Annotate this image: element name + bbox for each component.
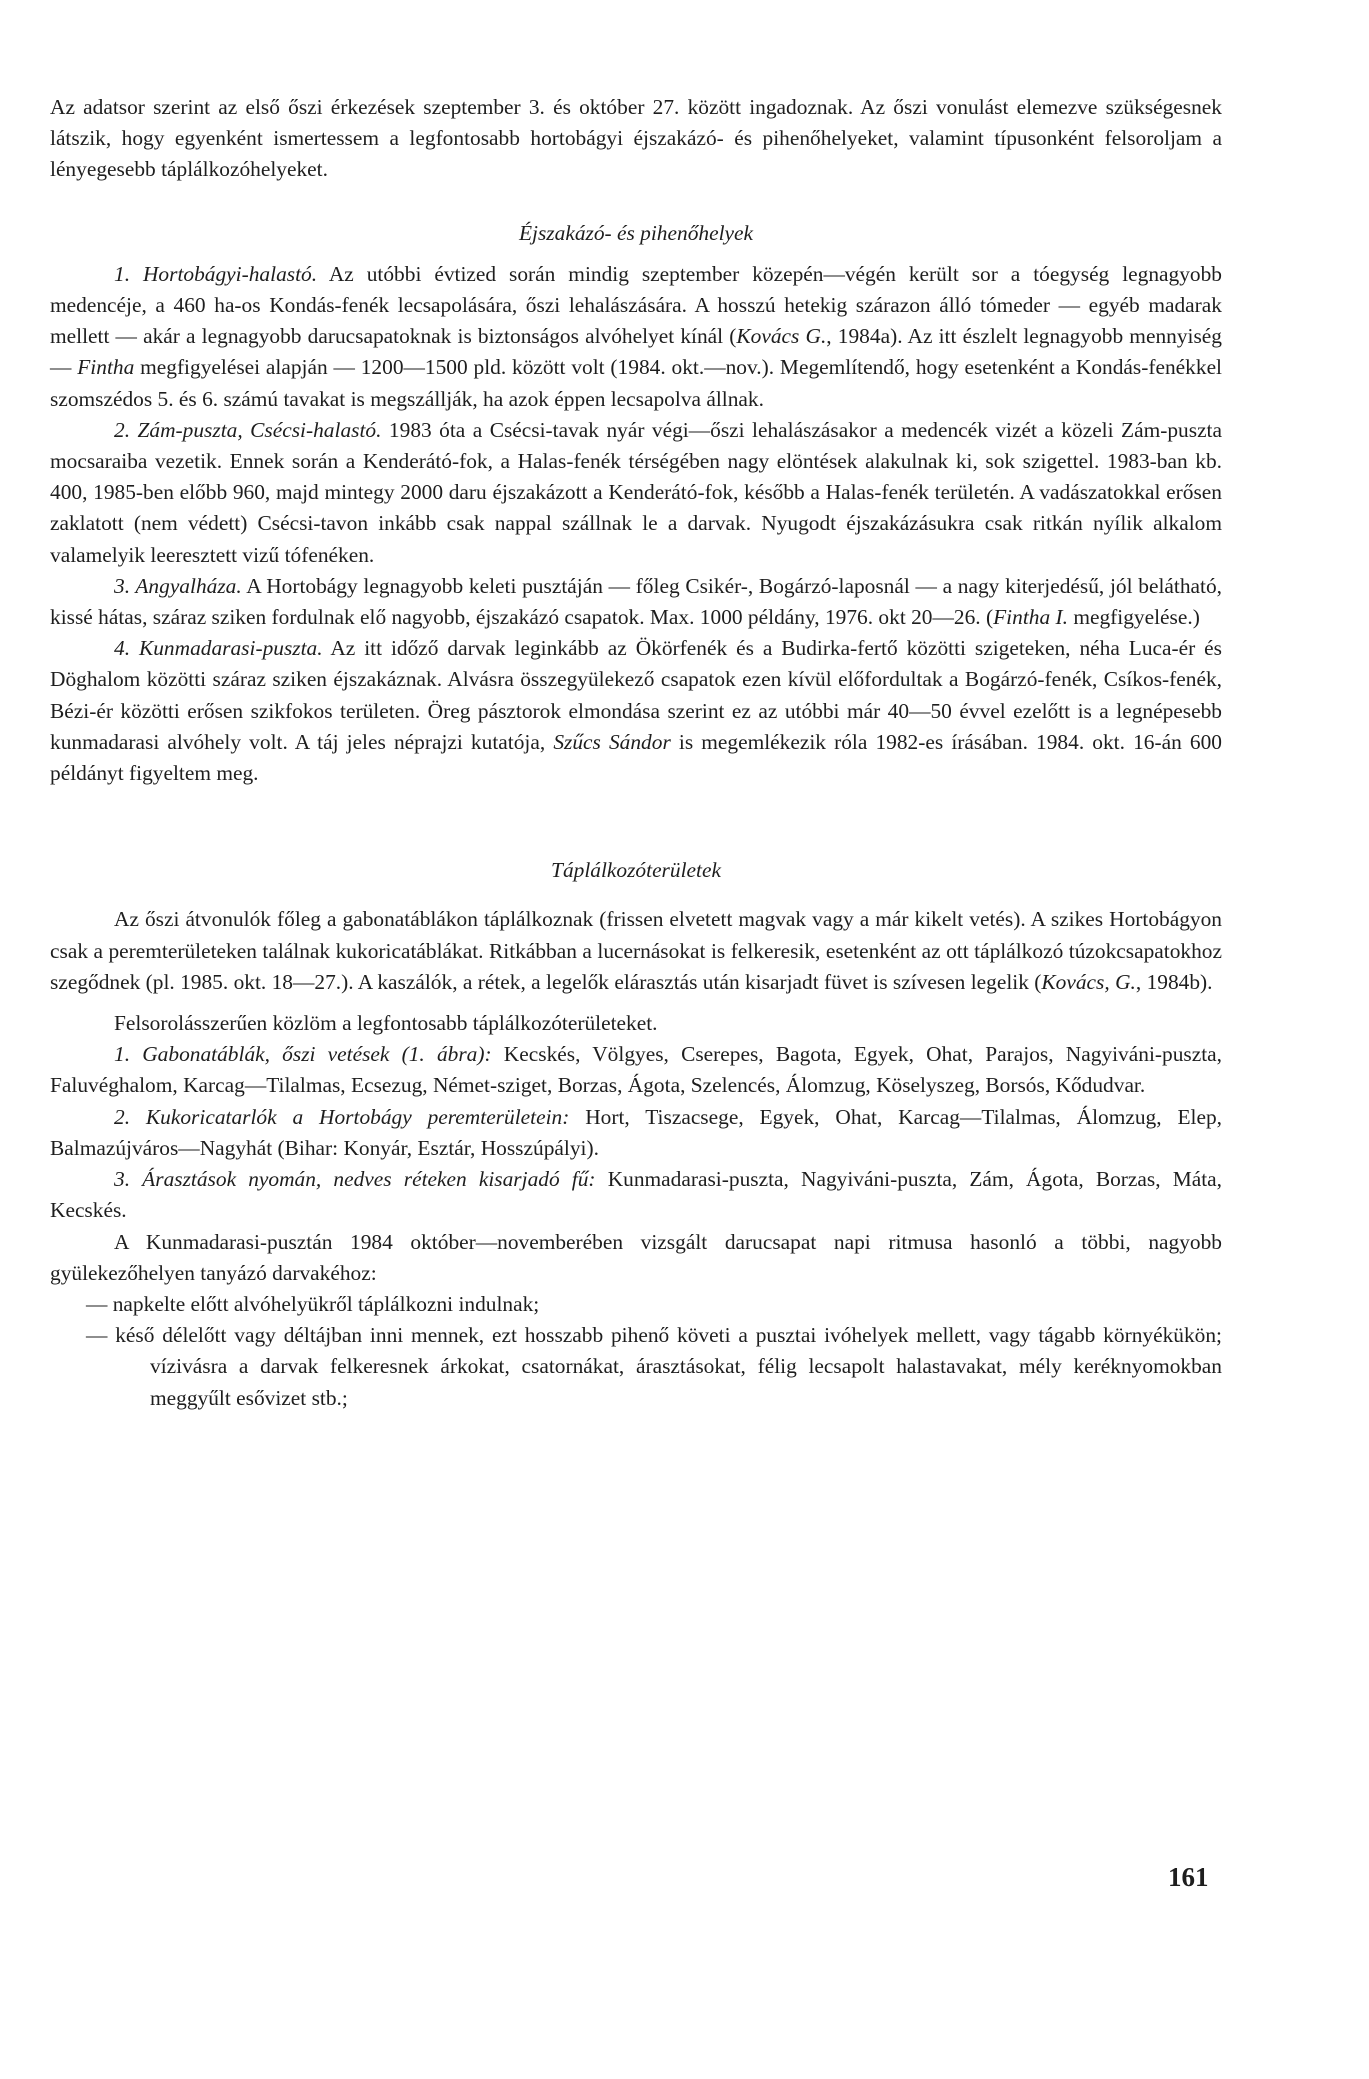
- citation: Szűcs Sándor: [553, 729, 671, 754]
- rhythm-item-2: — késő délelőtt vagy déltájban inni mennek, ezt hosszabb pihenő követi a pusztai ivóhelyek mellett, vagy tágabb környékükön; vízivásra a darvak felkeresnek árkokat, csatornákat, árasztásokat, félig lecsapolt halastavakat, mély keréknyomokban meggyűlt esővizet stb.;: [86, 1323, 1222, 1410]
- site-text: megfigyelése.): [1067, 605, 1200, 630]
- feeding-item-label: 2. Kukoricatarlók a Hortobágy peremterületein:: [114, 1104, 570, 1129]
- feeding-item-text: Hort, Tiszacsege, Egyek, Ohat, Karcag—Tilalmas, Álomzug, Elep, Balmazújváros—Nagyhát (Bihar: Konyár, Esztár, Hosszúpályi).: [50, 1104, 1222, 1160]
- section-heading-roosting-sites: Éjszakázó- és pihenőhelyek: [518, 220, 754, 245]
- citation: Fintha: [77, 355, 135, 380]
- feeding-item-label: 3. Árasztások nyomán, nedves réteken kisarjadó fű:: [114, 1167, 596, 1192]
- site-text: Az utóbbi évtized során mindig szeptember közepén—végén került sor a tóegység legnagyobb medencéje, a 460 ha-os Kondás-fenék lecsapolására, őszi lehalászására. A hosszú hetekig szárazon álló tómeder — egyéb madarak mellett — akár a legnagyobb darucsapatoknak is biztonságos alvóhelyet kínál (: [50, 261, 1222, 349]
- site-title: 2. Zám-puszta, Csécsi-halastó.: [114, 417, 382, 442]
- site-title: 1. Hortobágyi-halastó.: [114, 261, 318, 286]
- feeding-paragraph: [50, 904, 1222, 998]
- feeding-item-text: Kunmadarasi-puszta, Nagyiváni-puszta, Zám, Ágota, Borzas, Máta, Kecskés.: [50, 1167, 1223, 1223]
- citation: Kovács G.: [736, 324, 827, 349]
- feeding-item-2: [50, 1102, 1222, 1164]
- daily-rhythm-intro: A Kunmadarasi-pusztán 1984 október—novemberében vizsgált darucsapat napi ritmusa hasonló a többi, nagyobb gyülekezőhelyen tanyázó darvakéhoz:: [50, 1229, 1222, 1285]
- site-2-paragraph: [50, 415, 1222, 571]
- site-4-paragraph: [50, 633, 1222, 789]
- site-text: Az itt időző darvak leginkább az Ökörfenék és a Budirka-fertő közötti szigeteken, néha Luca-ér és Döghalom közötti száraz sziken éjszakáznak. Alvásra összegyülekező csapatok ezen kívül előfordultak a Bogárzó-fenék, Csíkos-fenék, Bézi-ér közötti erősen szikfokos területen. Öreg pásztorok elmondása szerint ez az utóbbi már 40—50 évvel ezelőtt is a legnépesebb kunmadarasi alvóhely volt. A táj jeles néprajzi kutatója,: [50, 636, 1222, 754]
- feeding-text: , 1984b).: [1135, 969, 1213, 994]
- site-text: megfigyelései alapján — 1200—1500 pld. között volt (1984. okt.—nov.). Megemlítendő, hogy esetenként a Kondás-fenékkel szomszédos 5. és 6. számú tavakat is megszállják, ha azok éppen lecsapolva állnak.: [50, 355, 1223, 411]
- feeding-item-label: 1. Gabonatáblák, őszi vetések (1. ábra):: [114, 1042, 492, 1067]
- section-heading-feeding-areas: Táplálkozóterületek: [551, 858, 721, 883]
- feeding-text: Az őszi átvonulók főleg a gabonatáblákon táplálkoznak (frissen elvetett magvak vagy a már kikelt vetés). A szikes Hortobágyon csak a peremterületeken találnak kukoricatáblákat. Ritkábban a lucernásokat is felkeresik, esetenként az ott táplálkozó túzokcsapatokhoz szegődnek (pl. 1985. okt. 18—27.). A kaszálók, a rétek, a legelők elárasztás után kisarjadt füvet is szívesen legelik (: [50, 907, 1222, 994]
- intro-paragraph: Az adatsor szerint az első őszi érkezések szeptember 3. és október 27. között ingadoznak. Az őszi vonulást elemezve szükségesnek látszik, hogy egyenként ismertessem a legfontosabb hortobágyi éjszakázó- és pihenőhelyeket, valamint típusonként felsoroljam a lényegesebb táplálkozóhelyeket.: [50, 95, 1222, 182]
- feeding-list-intro: Felsorolásszerűen közlöm a legfontosabb táplálkozóterületeket.: [114, 1011, 658, 1036]
- page-body: [50, 92, 1222, 1414]
- site-title: 3. Angyalháza.: [114, 573, 242, 598]
- feeding-item-1: [50, 1039, 1222, 1101]
- site-title: 4. Kunmadarasi-puszta.: [114, 636, 323, 661]
- site-text: 1983 óta a Csécsi-tavak nyár végi—őszi lehalászásakor a medencék vizét a közeli Zám-puszta mocsaraiba vezetik. Ennek során a Kenderátó-fok, a Halas-fenék térségében nagy elöntések alakulnak ki, sok szigettel. 1983-ban kb. 400, 1985-ben előbb 960, majd mintegy 2000 daru éjszakázott a Kenderátó-fok, később a Halas-fenék területén. A vadászatokkal erősen zaklatott (nem védett) Csécsi-tavon inkább csak nappal szállnak le a darvak. Nyugodt éjszakázásukra csak ritkán nyílik alkalom valamelyik leeresztett vizű tófenéken.: [50, 417, 1222, 567]
- citation: Fintha I.: [993, 605, 1068, 630]
- site-text: A Hortobágy legnagyobb keleti pusztáján — főleg Csikér-, Bogárzó-laposnál — a nagy kiterjedésű, jól belátható, kissé hátas, száraz sziken fordulnak elő nagyobb, éjszakázó csapatok. Max. 1000 példány, 1976. okt 20—26. (: [50, 573, 1223, 630]
- rhythm-item-1: — napkelte előtt alvóhelyükről táplálkozni indulnak;: [86, 1291, 540, 1316]
- citation: Kovács, G.: [1041, 969, 1136, 994]
- site-text: is megemlékezik róla 1982-es írásában. 1984. okt. 16-án 600 példányt figyeltem meg.: [50, 729, 1222, 786]
- feeding-item-3: [50, 1164, 1222, 1226]
- site-text: , 1984a). Az itt észlelt legnagyobb mennyiség —: [50, 324, 1222, 380]
- site-3-paragraph: [50, 571, 1222, 633]
- page-number: 161: [1168, 1862, 1209, 1892]
- feeding-item-text: Kecskés, Völgyes, Cserepes, Bagota, Egyek, Ohat, Parajos, Nagyiváni-puszta, Faluvéghalom, Karcag—Tilalmas, Ecsezug, Német-sziget, Borzas, Ágota, Szelencés, Álomzug, Köselyszeg, Borsós, Kődudvar.: [50, 1042, 1223, 1098]
- site-1-paragraph: [50, 259, 1222, 415]
